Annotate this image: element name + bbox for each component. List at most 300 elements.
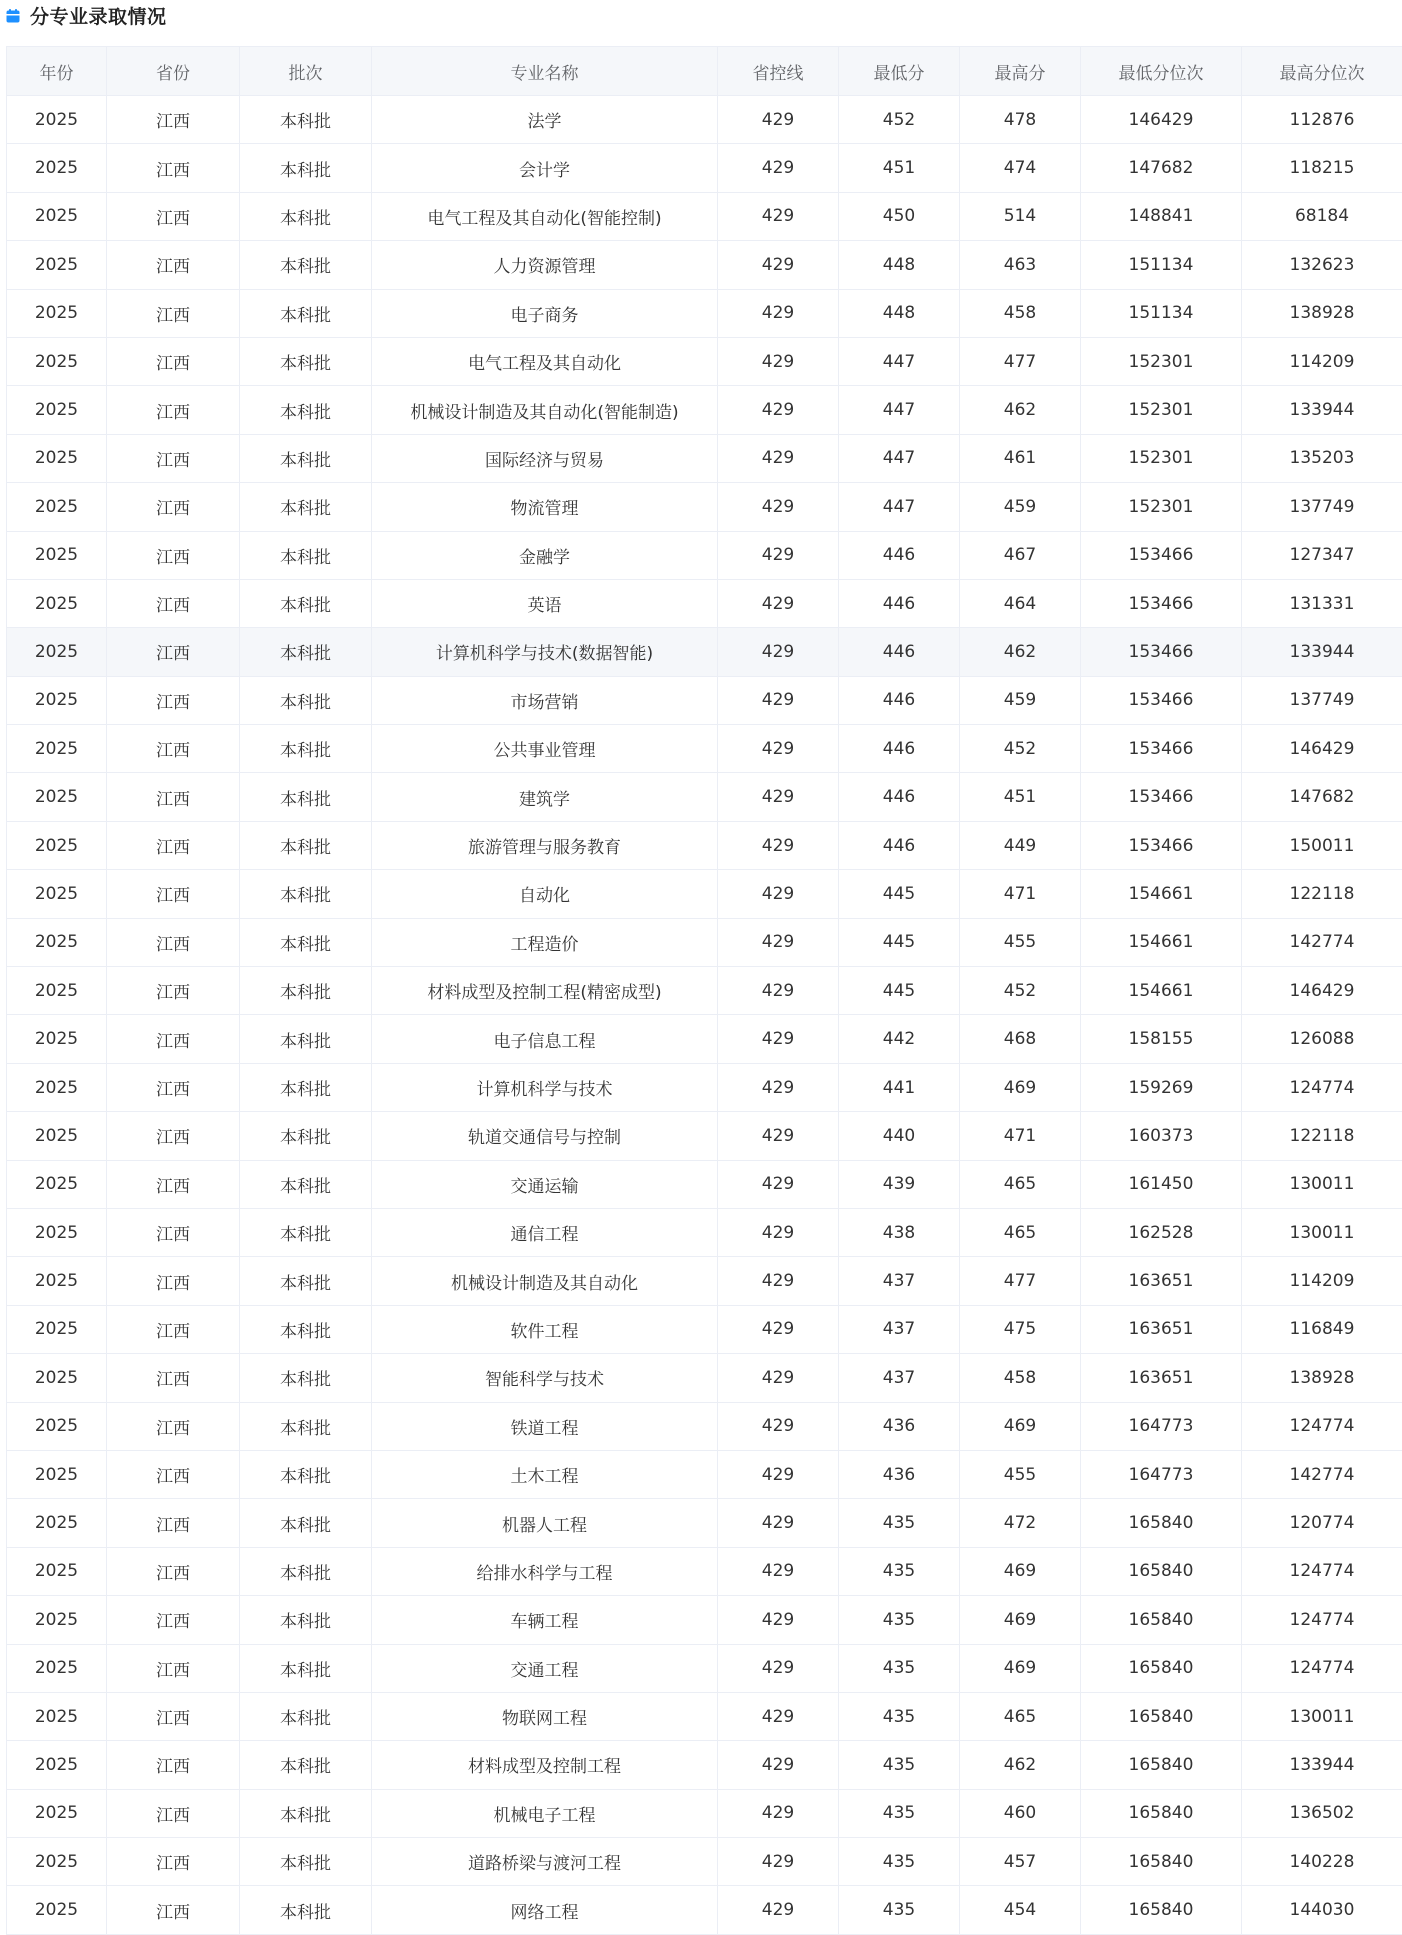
cell-year: 2025 xyxy=(7,1208,107,1256)
cell-year: 2025 xyxy=(7,1354,107,1402)
cell-min-score: 450 xyxy=(839,192,960,240)
cell-max-rank: 136502 xyxy=(1242,1789,1402,1837)
cell-max-rank: 146429 xyxy=(1242,967,1402,1015)
cell-min-score: 447 xyxy=(839,337,960,385)
cell-major: 公共事业管理 xyxy=(372,725,718,773)
cell-major: 会计学 xyxy=(372,144,718,192)
cell-max-score: 454 xyxy=(960,1886,1081,1934)
table-row[interactable] xyxy=(7,628,1402,676)
cell-batch: 本科批 xyxy=(240,676,372,724)
cell-province: 江西 xyxy=(107,289,240,337)
cell-control-line: 429 xyxy=(718,1015,839,1063)
cell-year: 2025 xyxy=(7,676,107,724)
cell-max-rank: 135203 xyxy=(1242,434,1402,482)
cell-province: 江西 xyxy=(107,337,240,385)
cell-min-score: 451 xyxy=(839,144,960,192)
cell-min-score: 442 xyxy=(839,1015,960,1063)
cell-province: 江西 xyxy=(107,1547,240,1595)
cell-control-line: 429 xyxy=(718,337,839,385)
cell-year: 2025 xyxy=(7,1112,107,1160)
cell-major: 法学 xyxy=(372,96,718,144)
cell-max-score: 471 xyxy=(960,1112,1081,1160)
cell-min-score: 452 xyxy=(839,96,960,144)
cell-province: 江西 xyxy=(107,1305,240,1353)
cell-year: 2025 xyxy=(7,289,107,337)
cell-min-score: 435 xyxy=(839,1547,960,1595)
cell-min-score: 439 xyxy=(839,1160,960,1208)
cell-control-line: 429 xyxy=(718,1644,839,1692)
cell-min-rank: 152301 xyxy=(1081,483,1242,531)
section-header xyxy=(0,0,1402,31)
table-row[interactable] xyxy=(7,1789,1402,1837)
table-row[interactable] xyxy=(7,1015,1402,1063)
cell-batch: 本科批 xyxy=(240,1208,372,1256)
cell-batch: 本科批 xyxy=(240,531,372,579)
cell-max-score: 449 xyxy=(960,821,1081,869)
cell-year: 2025 xyxy=(7,773,107,821)
cell-max-rank: 127347 xyxy=(1242,531,1402,579)
cell-year: 2025 xyxy=(7,1499,107,1547)
cell-year: 2025 xyxy=(7,1741,107,1789)
cell-major: 工程造价 xyxy=(372,918,718,966)
table-row[interactable] xyxy=(7,918,1402,966)
cell-year: 2025 xyxy=(7,483,107,531)
cell-major: 通信工程 xyxy=(372,1208,718,1256)
cell-min-rank: 154661 xyxy=(1081,918,1242,966)
cell-year: 2025 xyxy=(7,1063,107,1111)
cell-min-rank: 165840 xyxy=(1081,1838,1242,1886)
cell-min-rank: 165840 xyxy=(1081,1692,1242,1740)
cell-year: 2025 xyxy=(7,1305,107,1353)
cell-max-rank: 120774 xyxy=(1242,1499,1402,1547)
cell-province: 江西 xyxy=(107,918,240,966)
cell-control-line: 429 xyxy=(718,1596,839,1644)
cell-year: 2025 xyxy=(7,1015,107,1063)
cell-year: 2025 xyxy=(7,1402,107,1450)
cell-control-line: 429 xyxy=(718,192,839,240)
cell-min-rank: 165840 xyxy=(1081,1644,1242,1692)
table-row[interactable] xyxy=(7,1644,1402,1692)
cell-major: 建筑学 xyxy=(372,773,718,821)
cell-min-score: 448 xyxy=(839,241,960,289)
cell-min-rank: 165840 xyxy=(1081,1596,1242,1644)
cell-max-rank: 131331 xyxy=(1242,579,1402,627)
cell-batch: 本科批 xyxy=(240,434,372,482)
cell-year: 2025 xyxy=(7,96,107,144)
cell-year: 2025 xyxy=(7,628,107,676)
cell-control-line: 429 xyxy=(718,821,839,869)
cell-major: 人力资源管理 xyxy=(372,241,718,289)
cell-province: 江西 xyxy=(107,434,240,482)
table-row[interactable] xyxy=(7,192,1402,240)
table-row[interactable] xyxy=(7,1063,1402,1111)
cell-min-rank: 153466 xyxy=(1081,628,1242,676)
cell-major: 机器人工程 xyxy=(372,1499,718,1547)
cell-year: 2025 xyxy=(7,821,107,869)
cell-control-line: 429 xyxy=(718,386,839,434)
table-row[interactable] xyxy=(7,1741,1402,1789)
cell-province: 江西 xyxy=(107,1160,240,1208)
cell-min-score: 437 xyxy=(839,1257,960,1305)
cell-min-score: 446 xyxy=(839,676,960,724)
cell-control-line: 429 xyxy=(718,483,839,531)
cell-min-rank: 153466 xyxy=(1081,773,1242,821)
cell-min-score: 446 xyxy=(839,628,960,676)
table-row[interactable] xyxy=(7,144,1402,192)
cell-batch: 本科批 xyxy=(240,289,372,337)
cell-major: 电子信息工程 xyxy=(372,1015,718,1063)
cell-max-score: 463 xyxy=(960,241,1081,289)
cell-min-rank: 154661 xyxy=(1081,870,1242,918)
cell-control-line: 429 xyxy=(718,1305,839,1353)
table-row[interactable] xyxy=(7,725,1402,773)
cell-batch: 本科批 xyxy=(240,579,372,627)
table-row[interactable] xyxy=(7,967,1402,1015)
cell-major: 智能科学与技术 xyxy=(372,1354,718,1402)
cell-province: 江西 xyxy=(107,967,240,1015)
cell-max-rank: 132623 xyxy=(1242,241,1402,289)
cell-year: 2025 xyxy=(7,434,107,482)
table-row[interactable] xyxy=(7,434,1402,482)
cell-max-rank: 122118 xyxy=(1242,870,1402,918)
admission-table xyxy=(6,46,1402,1935)
cell-control-line: 429 xyxy=(718,725,839,773)
cell-major: 给排水科学与工程 xyxy=(372,1547,718,1595)
column-header-min-rank: 最低分位次 xyxy=(1081,47,1242,96)
cell-min-rank: 164773 xyxy=(1081,1450,1242,1498)
cell-min-score: 446 xyxy=(839,579,960,627)
cell-min-rank: 164773 xyxy=(1081,1402,1242,1450)
table-row[interactable] xyxy=(7,579,1402,627)
cell-min-rank: 152301 xyxy=(1081,337,1242,385)
cell-control-line: 429 xyxy=(718,1257,839,1305)
cell-max-score: 478 xyxy=(960,96,1081,144)
cell-control-line: 429 xyxy=(718,1160,839,1208)
cell-control-line: 429 xyxy=(718,1499,839,1547)
cell-batch: 本科批 xyxy=(240,1160,372,1208)
cell-province: 江西 xyxy=(107,144,240,192)
cell-max-score: 464 xyxy=(960,579,1081,627)
cell-max-score: 465 xyxy=(960,1160,1081,1208)
cell-control-line: 429 xyxy=(718,289,839,337)
cell-batch: 本科批 xyxy=(240,1838,372,1886)
cell-year: 2025 xyxy=(7,337,107,385)
cell-major: 英语 xyxy=(372,579,718,627)
cell-control-line: 429 xyxy=(718,579,839,627)
table-row[interactable] xyxy=(7,1257,1402,1305)
cell-max-score: 462 xyxy=(960,628,1081,676)
cell-max-score: 472 xyxy=(960,1499,1081,1547)
admission-table-container xyxy=(6,46,1402,1935)
cell-max-rank: 137749 xyxy=(1242,676,1402,724)
cell-min-score: 435 xyxy=(839,1644,960,1692)
cell-max-rank: 124774 xyxy=(1242,1596,1402,1644)
cell-batch: 本科批 xyxy=(240,337,372,385)
table-row[interactable] xyxy=(7,483,1402,531)
cell-major: 机械设计制造及其自动化 xyxy=(372,1257,718,1305)
cell-min-score: 435 xyxy=(839,1741,960,1789)
cell-batch: 本科批 xyxy=(240,870,372,918)
cell-year: 2025 xyxy=(7,1886,107,1934)
cell-min-score: 445 xyxy=(839,918,960,966)
cell-max-rank: 146429 xyxy=(1242,725,1402,773)
cell-max-score: 452 xyxy=(960,725,1081,773)
cell-max-score: 477 xyxy=(960,337,1081,385)
table-row[interactable] xyxy=(7,676,1402,724)
cell-province: 江西 xyxy=(107,1257,240,1305)
cell-control-line: 429 xyxy=(718,434,839,482)
column-header-control-line: 省控线 xyxy=(718,47,839,96)
cell-major: 软件工程 xyxy=(372,1305,718,1353)
cell-batch: 本科批 xyxy=(240,1644,372,1692)
cell-year: 2025 xyxy=(7,918,107,966)
cell-max-score: 475 xyxy=(960,1305,1081,1353)
cell-max-score: 457 xyxy=(960,1838,1081,1886)
cell-batch: 本科批 xyxy=(240,1402,372,1450)
table-row[interactable] xyxy=(7,1354,1402,1402)
cell-max-rank: 133944 xyxy=(1242,628,1402,676)
cell-province: 江西 xyxy=(107,192,240,240)
table-row[interactable] xyxy=(7,531,1402,579)
table-row[interactable] xyxy=(7,1547,1402,1595)
cell-max-score: 474 xyxy=(960,144,1081,192)
cell-min-rank: 165840 xyxy=(1081,1886,1242,1934)
cell-min-rank: 159269 xyxy=(1081,1063,1242,1111)
cell-max-score: 469 xyxy=(960,1402,1081,1450)
cell-control-line: 429 xyxy=(718,1741,839,1789)
cell-batch: 本科批 xyxy=(240,628,372,676)
cell-max-rank: 124774 xyxy=(1242,1547,1402,1595)
cell-control-line: 429 xyxy=(718,1450,839,1498)
cell-province: 江西 xyxy=(107,1692,240,1740)
cell-batch: 本科批 xyxy=(240,96,372,144)
table-row[interactable] xyxy=(7,1596,1402,1644)
cell-year: 2025 xyxy=(7,1596,107,1644)
cell-year: 2025 xyxy=(7,870,107,918)
table-row[interactable] xyxy=(7,870,1402,918)
cell-min-rank: 153466 xyxy=(1081,725,1242,773)
cell-control-line: 429 xyxy=(718,676,839,724)
cell-min-score: 436 xyxy=(839,1450,960,1498)
cell-batch: 本科批 xyxy=(240,1063,372,1111)
cell-province: 江西 xyxy=(107,1450,240,1498)
cell-min-score: 447 xyxy=(839,434,960,482)
cell-max-score: 465 xyxy=(960,1692,1081,1740)
cell-max-score: 469 xyxy=(960,1547,1081,1595)
cell-major: 材料成型及控制工程 xyxy=(372,1741,718,1789)
cell-min-rank: 165840 xyxy=(1081,1547,1242,1595)
cell-control-line: 429 xyxy=(718,1692,839,1740)
cell-province: 江西 xyxy=(107,676,240,724)
cell-batch: 本科批 xyxy=(240,967,372,1015)
header-row xyxy=(7,47,1402,96)
table-row[interactable] xyxy=(7,337,1402,385)
cell-max-score: 462 xyxy=(960,1741,1081,1789)
cell-province: 江西 xyxy=(107,1015,240,1063)
table-row[interactable] xyxy=(7,773,1402,821)
cell-year: 2025 xyxy=(7,1450,107,1498)
cell-min-score: 447 xyxy=(839,386,960,434)
cell-max-score: 467 xyxy=(960,531,1081,579)
cell-batch: 本科批 xyxy=(240,1450,372,1498)
table-row[interactable] xyxy=(7,1305,1402,1353)
cell-min-rank: 151134 xyxy=(1081,241,1242,289)
cell-max-rank: 124774 xyxy=(1242,1063,1402,1111)
column-header-province: 省份 xyxy=(107,47,240,96)
column-header-year: 年份 xyxy=(7,47,107,96)
cell-year: 2025 xyxy=(7,1692,107,1740)
cell-max-rank: 138928 xyxy=(1242,289,1402,337)
cell-max-score: 452 xyxy=(960,967,1081,1015)
cell-province: 江西 xyxy=(107,1838,240,1886)
cell-batch: 本科批 xyxy=(240,241,372,289)
cell-year: 2025 xyxy=(7,967,107,1015)
cell-min-rank: 153466 xyxy=(1081,821,1242,869)
cell-control-line: 429 xyxy=(718,1402,839,1450)
cell-province: 江西 xyxy=(107,628,240,676)
cell-major: 计算机科学与技术 xyxy=(372,1063,718,1111)
cell-province: 江西 xyxy=(107,1402,240,1450)
cell-batch: 本科批 xyxy=(240,821,372,869)
cell-major: 国际经济与贸易 xyxy=(372,434,718,482)
cell-province: 江西 xyxy=(107,1354,240,1402)
cell-major: 计算机科学与技术(数据智能) xyxy=(372,628,718,676)
cell-major: 交通工程 xyxy=(372,1644,718,1692)
table-row[interactable] xyxy=(7,1450,1402,1498)
table-row[interactable] xyxy=(7,821,1402,869)
calendar-icon xyxy=(6,9,20,23)
cell-min-score: 441 xyxy=(839,1063,960,1111)
cell-batch: 本科批 xyxy=(240,1547,372,1595)
cell-batch: 本科批 xyxy=(240,483,372,531)
cell-max-rank: 122118 xyxy=(1242,1112,1402,1160)
cell-min-score: 440 xyxy=(839,1112,960,1160)
cell-control-line: 429 xyxy=(718,1208,839,1256)
cell-min-rank: 160373 xyxy=(1081,1112,1242,1160)
cell-major: 市场营销 xyxy=(372,676,718,724)
cell-batch: 本科批 xyxy=(240,386,372,434)
cell-min-rank: 153466 xyxy=(1081,579,1242,627)
cell-batch: 本科批 xyxy=(240,1789,372,1837)
cell-control-line: 429 xyxy=(718,1547,839,1595)
cell-province: 江西 xyxy=(107,579,240,627)
cell-max-score: 462 xyxy=(960,386,1081,434)
cell-min-rank: 165840 xyxy=(1081,1741,1242,1789)
cell-min-rank: 158155 xyxy=(1081,1015,1242,1063)
cell-max-rank: 130011 xyxy=(1242,1692,1402,1740)
cell-min-score: 435 xyxy=(839,1789,960,1837)
cell-major: 物流管理 xyxy=(372,483,718,531)
table-row[interactable] xyxy=(7,241,1402,289)
table-body xyxy=(7,96,1402,1935)
cell-max-rank: 147682 xyxy=(1242,773,1402,821)
cell-max-rank: 144030 xyxy=(1242,1886,1402,1934)
cell-max-score: 469 xyxy=(960,1063,1081,1111)
cell-min-rank: 153466 xyxy=(1081,676,1242,724)
cell-max-score: 471 xyxy=(960,870,1081,918)
cell-max-score: 451 xyxy=(960,773,1081,821)
cell-province: 江西 xyxy=(107,1596,240,1644)
cell-control-line: 429 xyxy=(718,1063,839,1111)
cell-batch: 本科批 xyxy=(240,1112,372,1160)
cell-max-score: 455 xyxy=(960,1450,1081,1498)
table-row[interactable] xyxy=(7,1886,1402,1934)
page-title: 分专业录取情况 xyxy=(30,2,167,29)
cell-max-rank: 68184 xyxy=(1242,192,1402,240)
cell-min-score: 447 xyxy=(839,483,960,531)
cell-year: 2025 xyxy=(7,725,107,773)
cell-max-rank: 118215 xyxy=(1242,144,1402,192)
table-row[interactable] xyxy=(7,96,1402,144)
cell-max-rank: 133944 xyxy=(1242,1741,1402,1789)
table-row[interactable] xyxy=(7,386,1402,434)
cell-min-rank: 152301 xyxy=(1081,386,1242,434)
cell-major: 机械电子工程 xyxy=(372,1789,718,1837)
cell-major: 轨道交通信号与控制 xyxy=(372,1112,718,1160)
table-row[interactable] xyxy=(7,1499,1402,1547)
cell-major: 车辆工程 xyxy=(372,1596,718,1644)
cell-major: 自动化 xyxy=(372,870,718,918)
cell-min-score: 438 xyxy=(839,1208,960,1256)
cell-province: 江西 xyxy=(107,1063,240,1111)
cell-max-rank: 133944 xyxy=(1242,386,1402,434)
cell-batch: 本科批 xyxy=(240,918,372,966)
cell-min-score: 435 xyxy=(839,1596,960,1644)
cell-major: 材料成型及控制工程(精密成型) xyxy=(372,967,718,1015)
cell-province: 江西 xyxy=(107,773,240,821)
cell-province: 江西 xyxy=(107,1208,240,1256)
cell-major: 网络工程 xyxy=(372,1886,718,1934)
cell-batch: 本科批 xyxy=(240,1015,372,1063)
cell-max-rank: 142774 xyxy=(1242,918,1402,966)
table-row[interactable] xyxy=(7,1692,1402,1740)
cell-control-line: 429 xyxy=(718,870,839,918)
cell-control-line: 429 xyxy=(718,918,839,966)
cell-min-rank: 153466 xyxy=(1081,531,1242,579)
cell-max-rank: 126088 xyxy=(1242,1015,1402,1063)
cell-min-score: 435 xyxy=(839,1838,960,1886)
cell-min-score: 435 xyxy=(839,1886,960,1934)
cell-min-rank: 151134 xyxy=(1081,289,1242,337)
cell-year: 2025 xyxy=(7,241,107,289)
cell-control-line: 429 xyxy=(718,96,839,144)
cell-min-rank: 154661 xyxy=(1081,967,1242,1015)
table-row[interactable] xyxy=(7,1160,1402,1208)
cell-max-score: 458 xyxy=(960,1354,1081,1402)
table-header xyxy=(7,47,1402,96)
cell-year: 2025 xyxy=(7,386,107,434)
column-header-min-score: 最低分 xyxy=(839,47,960,96)
cell-year: 2025 xyxy=(7,1838,107,1886)
cell-batch: 本科批 xyxy=(240,773,372,821)
cell-min-rank: 147682 xyxy=(1081,144,1242,192)
cell-control-line: 429 xyxy=(718,967,839,1015)
cell-province: 江西 xyxy=(107,386,240,434)
table-row[interactable] xyxy=(7,1402,1402,1450)
cell-min-score: 436 xyxy=(839,1402,960,1450)
cell-province: 江西 xyxy=(107,725,240,773)
table-row[interactable] xyxy=(7,289,1402,337)
cell-max-rank: 140228 xyxy=(1242,1838,1402,1886)
table-row[interactable] xyxy=(7,1838,1402,1886)
cell-min-rank: 163651 xyxy=(1081,1354,1242,1402)
cell-control-line: 429 xyxy=(718,531,839,579)
cell-province: 江西 xyxy=(107,1644,240,1692)
cell-min-score: 446 xyxy=(839,821,960,869)
table-row[interactable] xyxy=(7,1112,1402,1160)
cell-batch: 本科批 xyxy=(240,1305,372,1353)
table-row[interactable] xyxy=(7,1208,1402,1256)
